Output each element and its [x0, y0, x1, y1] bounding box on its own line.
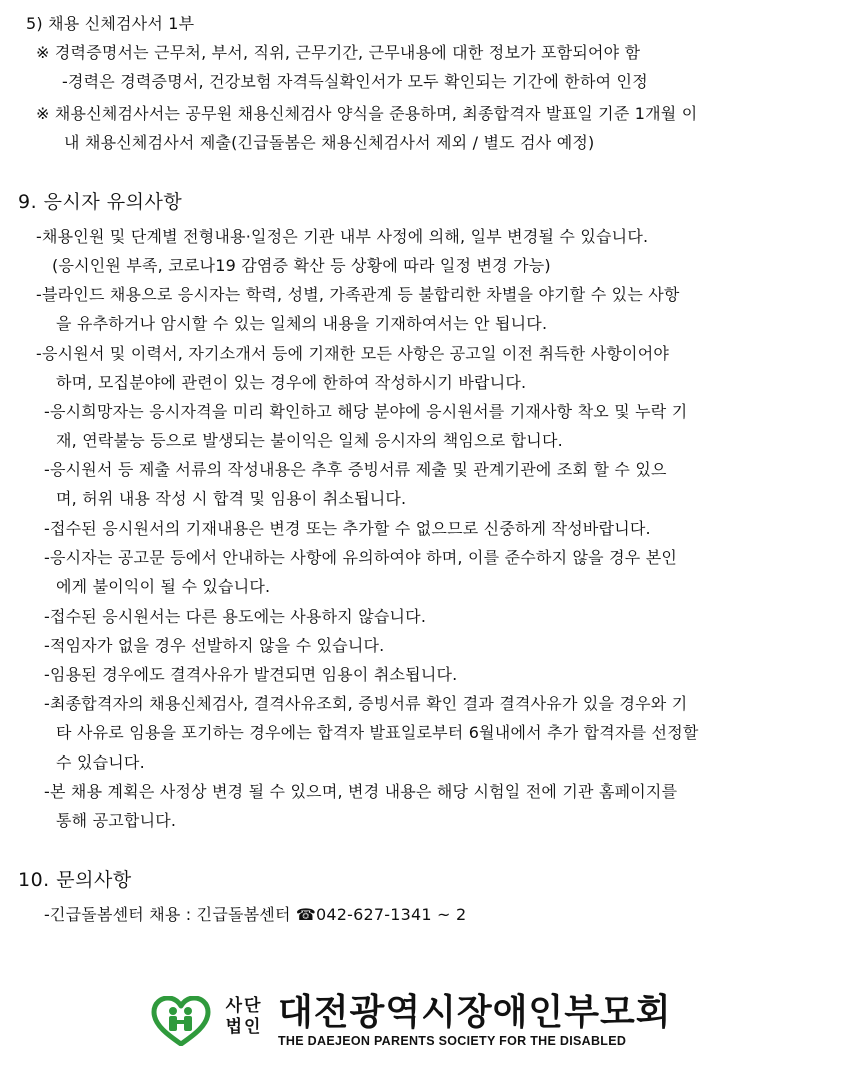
notice-line: 에게 불이익이 될 수 있습니다. [56, 577, 271, 596]
career-note-sub: -경력은 경력증명서, 건강보험 자격득실확인서가 모두 확인되는 기간에 한하여 인정 [62, 72, 648, 91]
notice-line: -응시자는 공고문 등에서 안내하는 사항에 유의하여야 하며, 이를 준수하지 않을 경우 본인 [44, 548, 678, 567]
notice-line: -임용된 경우에도 결격사유가 발견되면 임용이 취소됩니다. [44, 665, 458, 684]
org-name-english: THE DAEJEON PARENTS SOCIETY FOR THE DISABLED [278, 1034, 627, 1048]
heart-family-icon [150, 996, 212, 1046]
notice-line: (응시인원 부족, 코로나19 감염증 확산 등 상황에 따라 일정 변경 가능) [52, 256, 551, 275]
notice-line: 통해 공고합니다. [56, 811, 177, 830]
notice-line: -접수된 응시원서의 기재내용은 변경 또는 추가할 수 없으므로 신중하게 작성바랍니다. [44, 519, 651, 538]
org-name-korean: 대전광역시장애인부모회 [278, 992, 672, 1033]
org-type-line2: 법인 [225, 1017, 263, 1037]
notice-line: 재, 연락불능 등으로 발생되는 불이익은 일체 응시자의 책임으로 합니다. [56, 431, 563, 450]
notice-line: 을 유추하거나 암시할 수 있는 일체의 내용을 기재하여서는 안 됩니다. [56, 314, 548, 333]
notice-line: -최종합격자의 채용신체검사, 결격사유조회, 증빙서류 확인 결과 결격사유가 있을 경우와 기 [44, 694, 688, 713]
notice-line: -적임자가 없을 경우 선발하지 않을 수 있습니다. [44, 636, 385, 655]
notice-line: 타 사유로 임용을 포기하는 경우에는 합격자 발표일로부터 6월내에서 추가 합격자를 선정할 [56, 723, 699, 742]
notice-line: -응시원서 및 이력서, 자기소개서 등에 기재한 모든 사항은 공고일 이전 취득한 사항이어야 [36, 344, 670, 363]
org-type-line1: 사단 [225, 996, 263, 1016]
notice-line: 하며, 모집분야에 관련이 있는 경우에 한하여 작성하시기 바랍니다. [56, 373, 527, 392]
notice-line: 수 있습니다. [56, 753, 145, 772]
notice-line: 며, 허위 내용 작성 시 합격 및 임용이 취소됩니다. [56, 489, 407, 508]
contact-line: -긴급돌봄센터 채용 : 긴급돌봄센터 ☎042-627-1341 ~ 2 [44, 905, 467, 924]
section-10-heading: 10. 문의사항 [18, 869, 132, 891]
career-note: ※ 경력증명서는 근무처, 부서, 직위, 근무기간, 근무내용에 대한 정보가 포함되어야 함 [36, 43, 641, 62]
organization-logo [150, 994, 710, 1054]
notice-line: -접수된 응시원서는 다른 용도에는 사용하지 않습니다. [44, 607, 427, 626]
section-9-heading: 9. 응시자 유의사항 [18, 191, 183, 213]
notice-line: -응시원서 등 제출 서류의 작성내용은 추후 증빙서류 제출 및 관계기관에 조회 할 수 있으 [44, 460, 667, 479]
doc-item-5: 5) 채용 신체검사서 1부 [26, 14, 195, 33]
org-type-label [218, 996, 270, 1038]
notice-line: -블라인드 채용으로 응시자는 학력, 성별, 가족관계 등 불합리한 차별을 야기할 수 있는 사항 [36, 285, 680, 304]
health-check-note-line1: ※ 채용신체검사서는 공무원 채용신체검사 양식을 준용하며, 최종합격자 발표일 기준 1개월 이 [36, 104, 698, 123]
notice-line: -응시희망자는 응시자격을 미리 확인하고 해당 분야에 응시원서를 기재사항 착오 및 누락 기 [44, 402, 688, 421]
notice-line: -본 채용 계획은 사정상 변경 될 수 있으며, 변경 내용은 해당 시험일 전에 기관 홈페이지를 [44, 782, 678, 801]
notice-line: -채용인원 및 단계별 전형내용·일정은 기관 내부 사정에 의해, 일부 변경될 수 있습니다. [36, 227, 649, 246]
health-check-note-line2: 내 채용신체검사서 제출(긴급돌봄은 채용신체검사서 제외 / 별도 검사 예정) [64, 133, 595, 152]
